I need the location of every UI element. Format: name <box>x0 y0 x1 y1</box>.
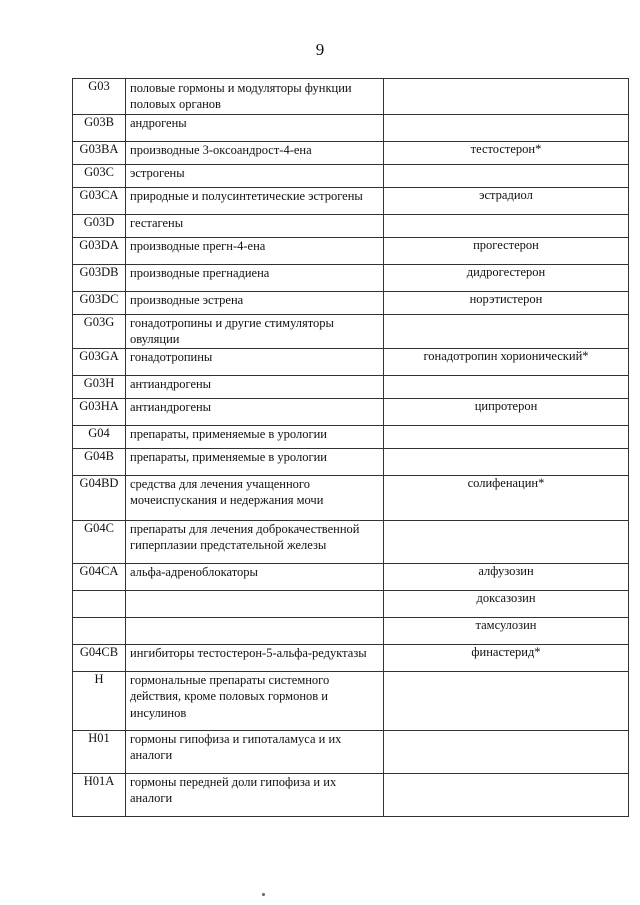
atc-code-cell <box>73 618 126 645</box>
drug-cell <box>384 672 629 731</box>
table-row <box>73 774 629 817</box>
drug-cell: тестостерон* <box>384 142 629 165</box>
description-cell: производные эстрена <box>126 292 384 315</box>
atc-code-cell: G04CA <box>73 564 126 591</box>
drug-cell: гонадотропин хорионический* <box>384 349 629 376</box>
description-cell: антиандрогены <box>126 376 384 399</box>
atc-code-cell: G03H <box>73 376 126 399</box>
atc-code-cell: G04CB <box>73 645 126 672</box>
atc-code-cell: H <box>73 672 126 731</box>
description-cell: препараты, применяемые в урологии <box>126 449 384 476</box>
description-cell: гормоны передней доли гипофиза и их аналоги <box>126 774 384 817</box>
drug-cell <box>384 215 629 238</box>
drug-cell <box>384 376 629 399</box>
table-row <box>73 564 629 591</box>
description-cell: средства для лечения учащенного мочеиспускания и недержания мочи <box>126 476 384 521</box>
drug-cell: прогестерон <box>384 238 629 265</box>
table-row <box>73 399 629 426</box>
table-row <box>73 426 629 449</box>
atc-code-cell: G03 <box>73 79 126 115</box>
description-cell: ингибиторы тестостерон-5-альфа-редуктазы <box>126 645 384 672</box>
description-cell: производные прегнадиена <box>126 265 384 292</box>
description-cell: гормональные препараты системного действия, кроме половых гормонов и инсулинов <box>126 672 384 731</box>
table-row <box>73 315 629 349</box>
description-cell: гонадотропины <box>126 349 384 376</box>
drug-cell: дидрогестерон <box>384 265 629 292</box>
drug-cell <box>384 731 629 774</box>
drug-cell <box>384 774 629 817</box>
atc-code-cell: G03DA <box>73 238 126 265</box>
table-row <box>73 376 629 399</box>
description-cell <box>126 618 384 645</box>
atc-code-cell: G04C <box>73 521 126 564</box>
table-row <box>73 238 629 265</box>
table-row <box>73 618 629 645</box>
drug-cell: тамсулозин <box>384 618 629 645</box>
table-row <box>73 349 629 376</box>
atc-code-cell: G03D <box>73 215 126 238</box>
description-cell: природные и полусинтетические эстрогены <box>126 188 384 215</box>
description-cell: эстрогены <box>126 165 384 188</box>
description-cell: производные прегн-4-ена <box>126 238 384 265</box>
atc-code-cell: G03C <box>73 165 126 188</box>
table-row <box>73 79 629 115</box>
table-row <box>73 142 629 165</box>
atc-code-cell: G03HA <box>73 399 126 426</box>
table-row <box>73 115 629 142</box>
description-cell: гонадотропины и другие стимуляторы овуляции <box>126 315 384 349</box>
drug-cell <box>384 449 629 476</box>
drug-cell: норэтистерон <box>384 292 629 315</box>
drug-cell <box>384 521 629 564</box>
drug-cell: солифенацин* <box>384 476 629 521</box>
description-cell: препараты, применяемые в урологии <box>126 426 384 449</box>
atc-code-cell: H01A <box>73 774 126 817</box>
drug-cell: алфузозин <box>384 564 629 591</box>
table-row <box>73 731 629 774</box>
page-number: 9 <box>315 40 325 59</box>
atc-code-cell: G03DB <box>73 265 126 292</box>
table-row <box>73 265 629 292</box>
atc-code-cell: G03BA <box>73 142 126 165</box>
description-cell: препараты для лечения доброкачественной гиперплазии предстательной железы <box>126 521 384 564</box>
atc-code-cell: G03GA <box>73 349 126 376</box>
table-row <box>73 591 629 618</box>
table-row <box>73 645 629 672</box>
table-row <box>73 215 629 238</box>
table-row <box>73 672 629 731</box>
atc-code-cell: G04 <box>73 426 126 449</box>
description-cell: гестагены <box>126 215 384 238</box>
table-row <box>73 521 629 564</box>
drug-cell: эстрадиол <box>384 188 629 215</box>
drug-cell: финастерид* <box>384 645 629 672</box>
drug-cell <box>384 115 629 142</box>
description-cell: андрогены <box>126 115 384 142</box>
description-cell: гормоны гипофиза и гипоталамуса и их аналоги <box>126 731 384 774</box>
table-row <box>73 188 629 215</box>
drug-cell: ципротерон <box>384 399 629 426</box>
scan-dot <box>262 893 265 896</box>
atc-code-cell <box>73 591 126 618</box>
drug-cell <box>384 315 629 349</box>
drug-cell: доксазозин <box>384 591 629 618</box>
drug-cell <box>384 79 629 115</box>
drug-cell <box>384 426 629 449</box>
description-cell <box>126 591 384 618</box>
drug-cell <box>384 165 629 188</box>
description-cell: половые гормоны и модуляторы функции половых органов <box>126 79 384 115</box>
atc-code-cell: G03G <box>73 315 126 349</box>
atc-classification-table <box>72 78 629 817</box>
atc-code-cell: G03DC <box>73 292 126 315</box>
description-cell: производные 3-оксоандрост-4-ена <box>126 142 384 165</box>
description-cell: антиандрогены <box>126 399 384 426</box>
atc-code-cell: G04BD <box>73 476 126 521</box>
description-cell: альфа-адреноблокаторы <box>126 564 384 591</box>
table-row <box>73 449 629 476</box>
table-row <box>73 165 629 188</box>
atc-code-cell: G03CA <box>73 188 126 215</box>
atc-code-cell: G03B <box>73 115 126 142</box>
table-row <box>73 476 629 521</box>
table-row <box>73 292 629 315</box>
atc-code-cell: H01 <box>73 731 126 774</box>
atc-code-cell: G04B <box>73 449 126 476</box>
